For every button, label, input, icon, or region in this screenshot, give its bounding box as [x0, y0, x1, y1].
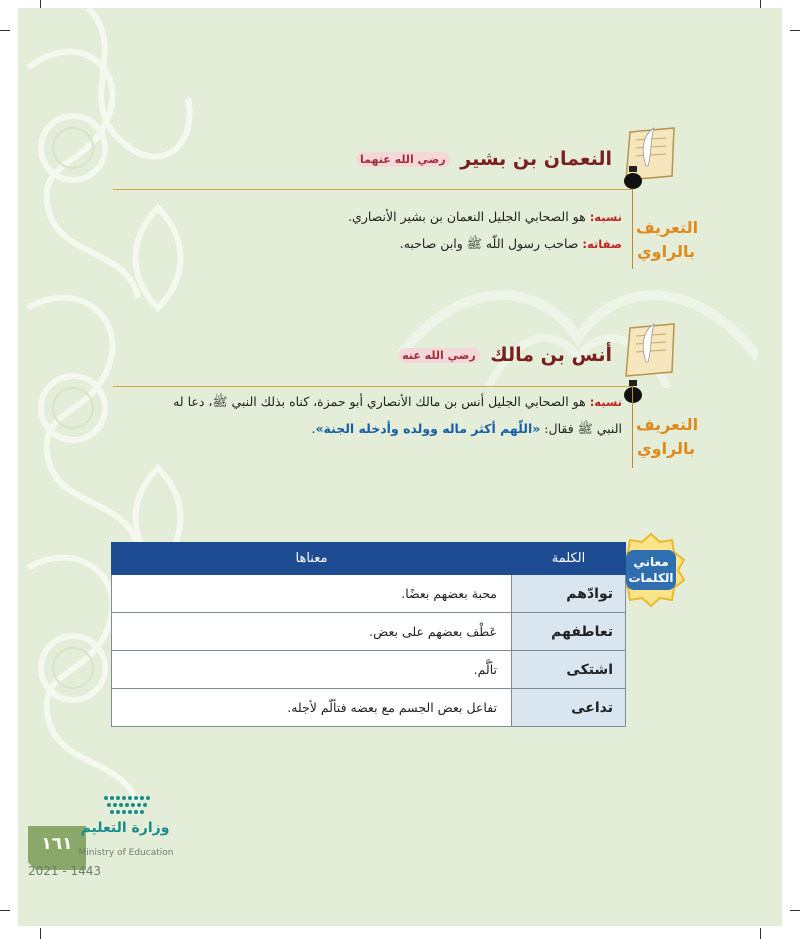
narrator2-honorific: رضي الله عنه [398, 348, 480, 363]
inkwell-icon [623, 380, 643, 404]
quill-paper-icon [618, 322, 678, 384]
traits-label: صفاته: [582, 237, 622, 251]
traits-text: صاحب رسول اللّه ﷺ وابن صاحبه. [399, 236, 579, 251]
ministry-logo-icon [100, 792, 160, 816]
narrator2-rule [113, 386, 633, 387]
table-row [112, 689, 626, 727]
meaning-cell: تفاعل بعض الجسم مع بعضه فتألّم لأجله. [112, 689, 512, 727]
arabesque-pattern [18, 8, 218, 926]
narrator1-rule [113, 189, 633, 190]
meaning-cell: تألَّم. [112, 651, 512, 689]
lineage-label: نسبه: [589, 395, 622, 409]
lineage-label: نسبه: [589, 210, 622, 224]
narrator1-traits [400, 236, 622, 255]
word-cell: تداعى [512, 689, 626, 727]
narrator2-name: أنس بن مالك [490, 344, 612, 366]
word-cell: توادّهم [512, 575, 626, 613]
word-cell: اشتكى [512, 651, 626, 689]
table-row [112, 575, 626, 613]
narrator2-vrule [632, 386, 633, 468]
meaning-cell: محبة بعضهم بعضًا. [112, 575, 512, 613]
lineage-text: هو الصحابي الجليل أنس بن مالك الأنصاري أبو حمزة، كناه بذلك النبي ﷺ، دعا له [173, 394, 586, 409]
narrator2-lineage [173, 394, 622, 413]
textbook-page [18, 8, 782, 926]
ministry-name-en: Ministry of Education [78, 848, 174, 858]
lineage-text: هو الصحابي الجليل النعمان بن بشير الأنصاري. [348, 209, 586, 224]
dua-suffix: . [311, 421, 316, 436]
table-row [112, 613, 626, 651]
narrator1-honorific: رضي الله عنهما [356, 152, 450, 167]
narrator1-name: النعمان بن بشير [460, 148, 612, 170]
crop-mark [790, 30, 800, 31]
narrator1-vrule [632, 189, 633, 269]
dua-quote: «اللّهم أكثر ماله وولده وأدخله الجنة» [315, 421, 541, 436]
narrator-label: التعريف بالراوي [636, 218, 699, 261]
inkwell-icon [623, 166, 643, 190]
crop-mark [0, 910, 10, 911]
dua-prefix: النبي ﷺ فقال: [544, 421, 622, 436]
ministry-name-ar: وزارة التعليم [80, 820, 170, 836]
narrator1-lineage [348, 209, 622, 224]
crop-mark [790, 910, 800, 911]
table-header-row [112, 543, 626, 575]
header-word: الكلمة [512, 543, 626, 575]
page-number: ١٦١ [41, 834, 73, 854]
crop-mark [40, 928, 41, 939]
table-row [112, 651, 626, 689]
word-meanings-badge-text: معاني الكلمات [628, 555, 674, 585]
meaning-cell: عَطْف بعضهم على بعض. [112, 613, 512, 651]
narrator-label: التعريف بالراوي [636, 415, 699, 458]
word-cell: تعاطفهم [512, 613, 626, 651]
vocabulary-table [111, 542, 626, 727]
narrator1-title [356, 148, 612, 170]
narrator2-dua-line [311, 421, 622, 440]
crop-mark [760, 928, 761, 939]
crop-mark [0, 30, 10, 31]
narrator2-title [398, 344, 612, 366]
edition-year: 2021 - 1443 [28, 864, 102, 878]
header-meaning: معناها [112, 543, 512, 575]
